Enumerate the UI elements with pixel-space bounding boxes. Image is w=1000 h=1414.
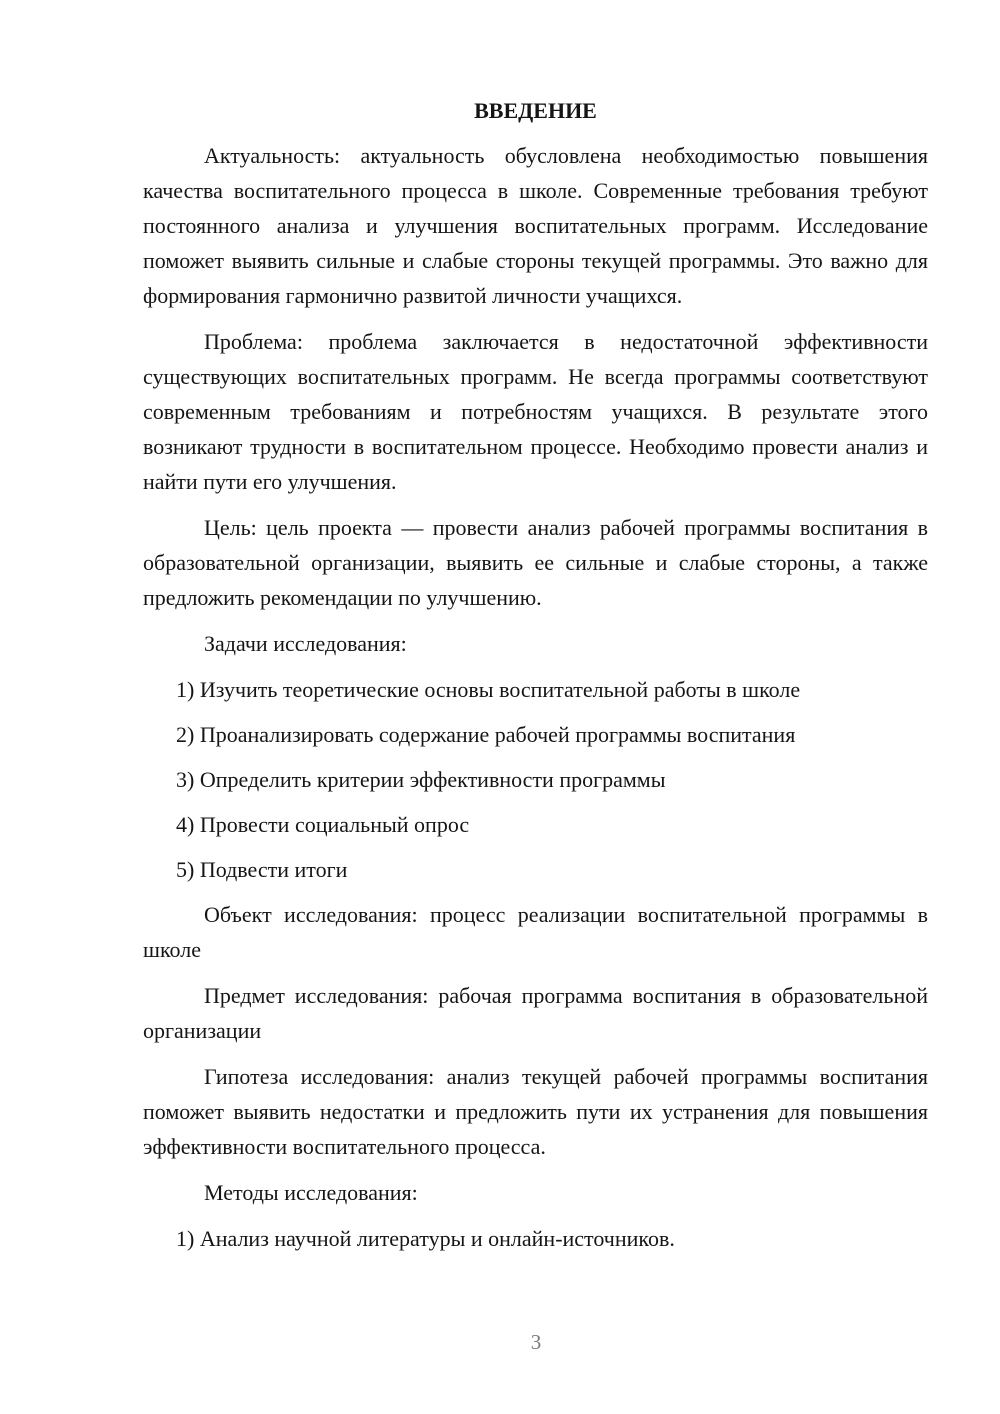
document-page (143, 93, 928, 1266)
page-number: 3 (530, 1330, 542, 1354)
goal-paragraph: Цель: цель проекта — провести анализ рабочей программы воспитания в образовательной организации, выявить ее сильные и слабые стороны, а также предложить рекомендации по улучшению. (143, 515, 928, 610)
subject-paragraph: Предмет исследования: рабочая программа воспитания в образовательной организации (143, 983, 928, 1043)
methods-heading: Методы исследования: (204, 1180, 418, 1205)
problem-paragraph: Проблема: проблема заключается в недостаточной эффективности существующих воспитательных программ. Не всегда программы соответствуют современным требованиям и потребностям учащихся. В результате этого возникают трудности в воспитательном процессе. Необходимо провести анализ и найти пути его улучшения. (143, 329, 928, 494)
task-item: 4) Провести социальный опрос (176, 812, 470, 837)
methods-list (143, 1221, 928, 1256)
tasks-heading: Задачи исследования: (204, 631, 407, 656)
relevance-paragraph: Актуальность: актуальность обусловлена необходимостью повышения качества воспитательного процесса в школе. Современные требования требуют постоянного анализа и улучшения воспитательных программ. Исследование поможет выявить сильные и слабые стороны текущей программы. Это важно для формирования гармонично развитой личности учащихся. (143, 143, 928, 308)
hypothesis-paragraph: Гипотеза исследования: анализ текущей рабочей программы воспитания поможет выявить недостатки и предложить пути их устранения для повышения эффективности воспитательного процесса. (143, 1064, 928, 1159)
task-item: 1) Изучить теоретические основы воспитательной работы в школе (176, 677, 801, 702)
task-item: 3) Определить критерии эффективности программы (176, 767, 666, 792)
tasks-list (143, 672, 928, 887)
method-item: 1) Анализ научной литературы и онлайн-источников. (176, 1226, 675, 1251)
task-item: 2) Проанализировать содержание рабочей программы воспитания (176, 722, 796, 747)
task-item: 5) Подвести итоги (176, 857, 348, 882)
object-paragraph: Объект исследования: процесс реализации воспитательной программы в школе (143, 902, 928, 962)
page-title: ВВЕДЕНИЕ (474, 98, 597, 123)
